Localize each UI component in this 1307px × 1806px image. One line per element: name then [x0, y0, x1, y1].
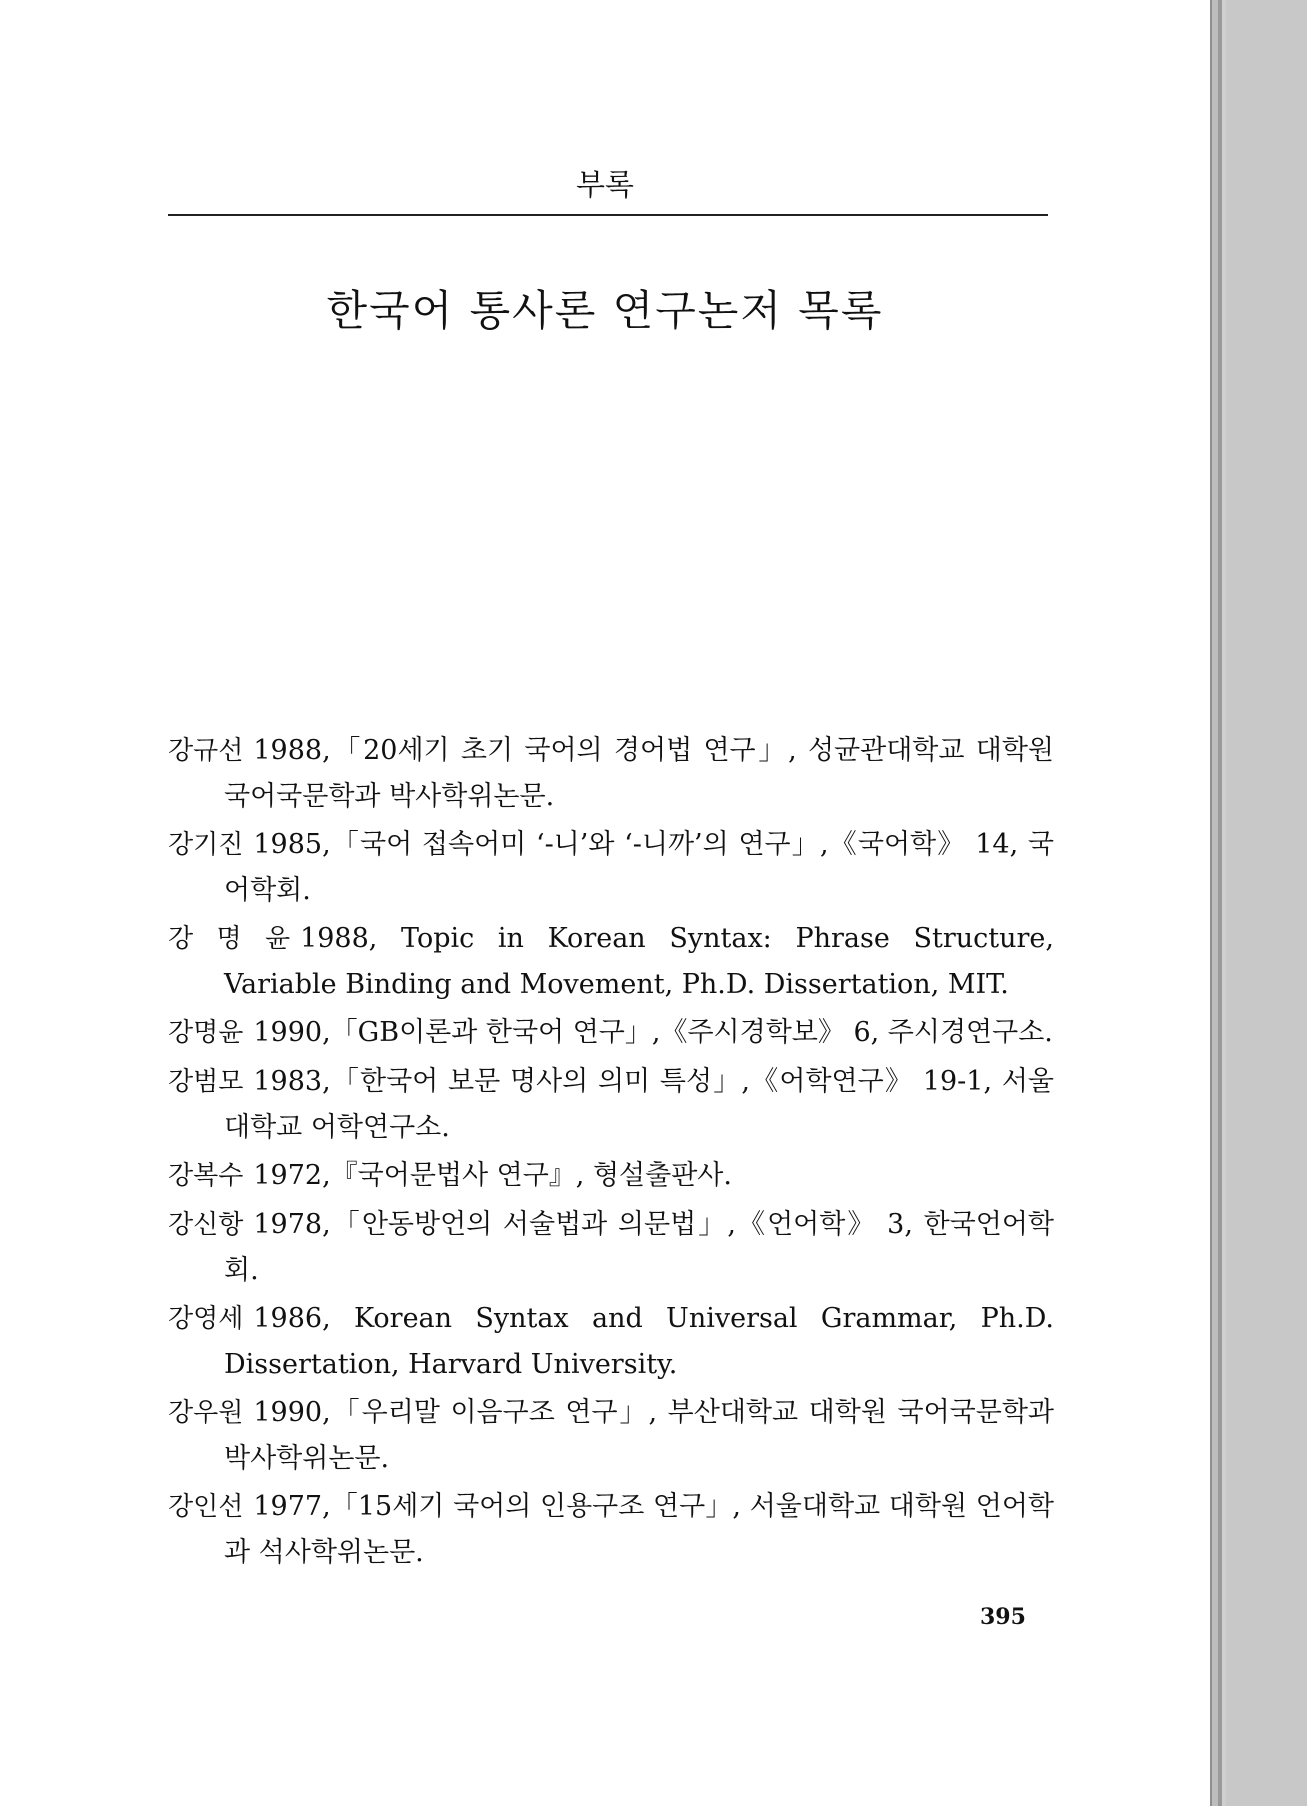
entry-text: 1977,「15세기 국어의 인용구조 연구」, 서울대학교 대학원 언어학과 석사학위논문. [224, 1491, 1054, 1568]
entry-text: 1988,「20세기 초기 국어의 경어법 연구」, 성균관대학교 대학원 국어국문학과 박사학위논문. [224, 735, 1054, 812]
entry-text: 1990,「우리말 이음구조 연구」, 부산대학교 대학원 국어국문학과 박사학위논문. [224, 1397, 1054, 1474]
entry-author: 강기진 [168, 830, 244, 860]
page-title: 한국어 통사론 연구논저 목록 [326, 286, 884, 335]
bibliography-entry [168, 1153, 1054, 1199]
page-number: 395 [980, 1604, 1026, 1630]
entry-author: 강우원 [168, 1398, 244, 1428]
entry-author: 강영세 [168, 1304, 244, 1334]
entry-text: 1990,「GB이론과 한국어 연구」,《주시경학보》 6, 주시경연구소. [253, 1017, 1053, 1048]
entry-text: 1972,『국어문법사 연구』, 형설출판사. [253, 1160, 732, 1191]
entry-text: 1988, Topic in Korean Syntax: Phrase Structure, Variable Binding and Movement, Ph.D. Dissertation, MIT. [224, 923, 1054, 1000]
entry-author: 강규선 [168, 736, 244, 766]
entry-author: 강인선 [168, 1492, 244, 1522]
entry-author: 강 명 윤 [168, 924, 291, 954]
bibliography-entry [168, 822, 1054, 913]
entry-text: 1978,「안동방언의 서술법과 의문법」,《언어학》 3, 한국언어학회. [224, 1209, 1054, 1286]
bibliography-entry [168, 1202, 1054, 1293]
running-head: 부록 [576, 168, 634, 203]
bibliography-entry [168, 1296, 1054, 1387]
entry-author: 강신항 [168, 1210, 244, 1240]
bibliography-entry [168, 1010, 1054, 1056]
bibliography-entry [168, 916, 1054, 1007]
entry-author: 강명윤 [168, 1018, 244, 1048]
bibliography-entry [168, 728, 1054, 819]
header-rule [168, 214, 1048, 216]
entry-text: 1985,「국어 접속어미 ‘-니’와 ‘-니까’의 연구」,《국어학》 14, 국어학회. [224, 829, 1054, 906]
entry-text: 1986, Korean Syntax and Universal Grammar, Ph.D. Dissertation, Harvard University. [224, 1303, 1054, 1380]
entry-author: 강범모 [168, 1067, 244, 1097]
bibliography-entry [168, 1390, 1054, 1481]
bibliography-entry [168, 1059, 1054, 1150]
bibliography-entry [168, 1484, 1054, 1575]
bibliography-list [168, 728, 1054, 1578]
entry-author: 강복수 [168, 1161, 244, 1191]
entry-text: 1983,「한국어 보문 명사의 의미 특성」,《어학연구》 19-1, 서울대학교 어학연구소. [224, 1066, 1054, 1143]
